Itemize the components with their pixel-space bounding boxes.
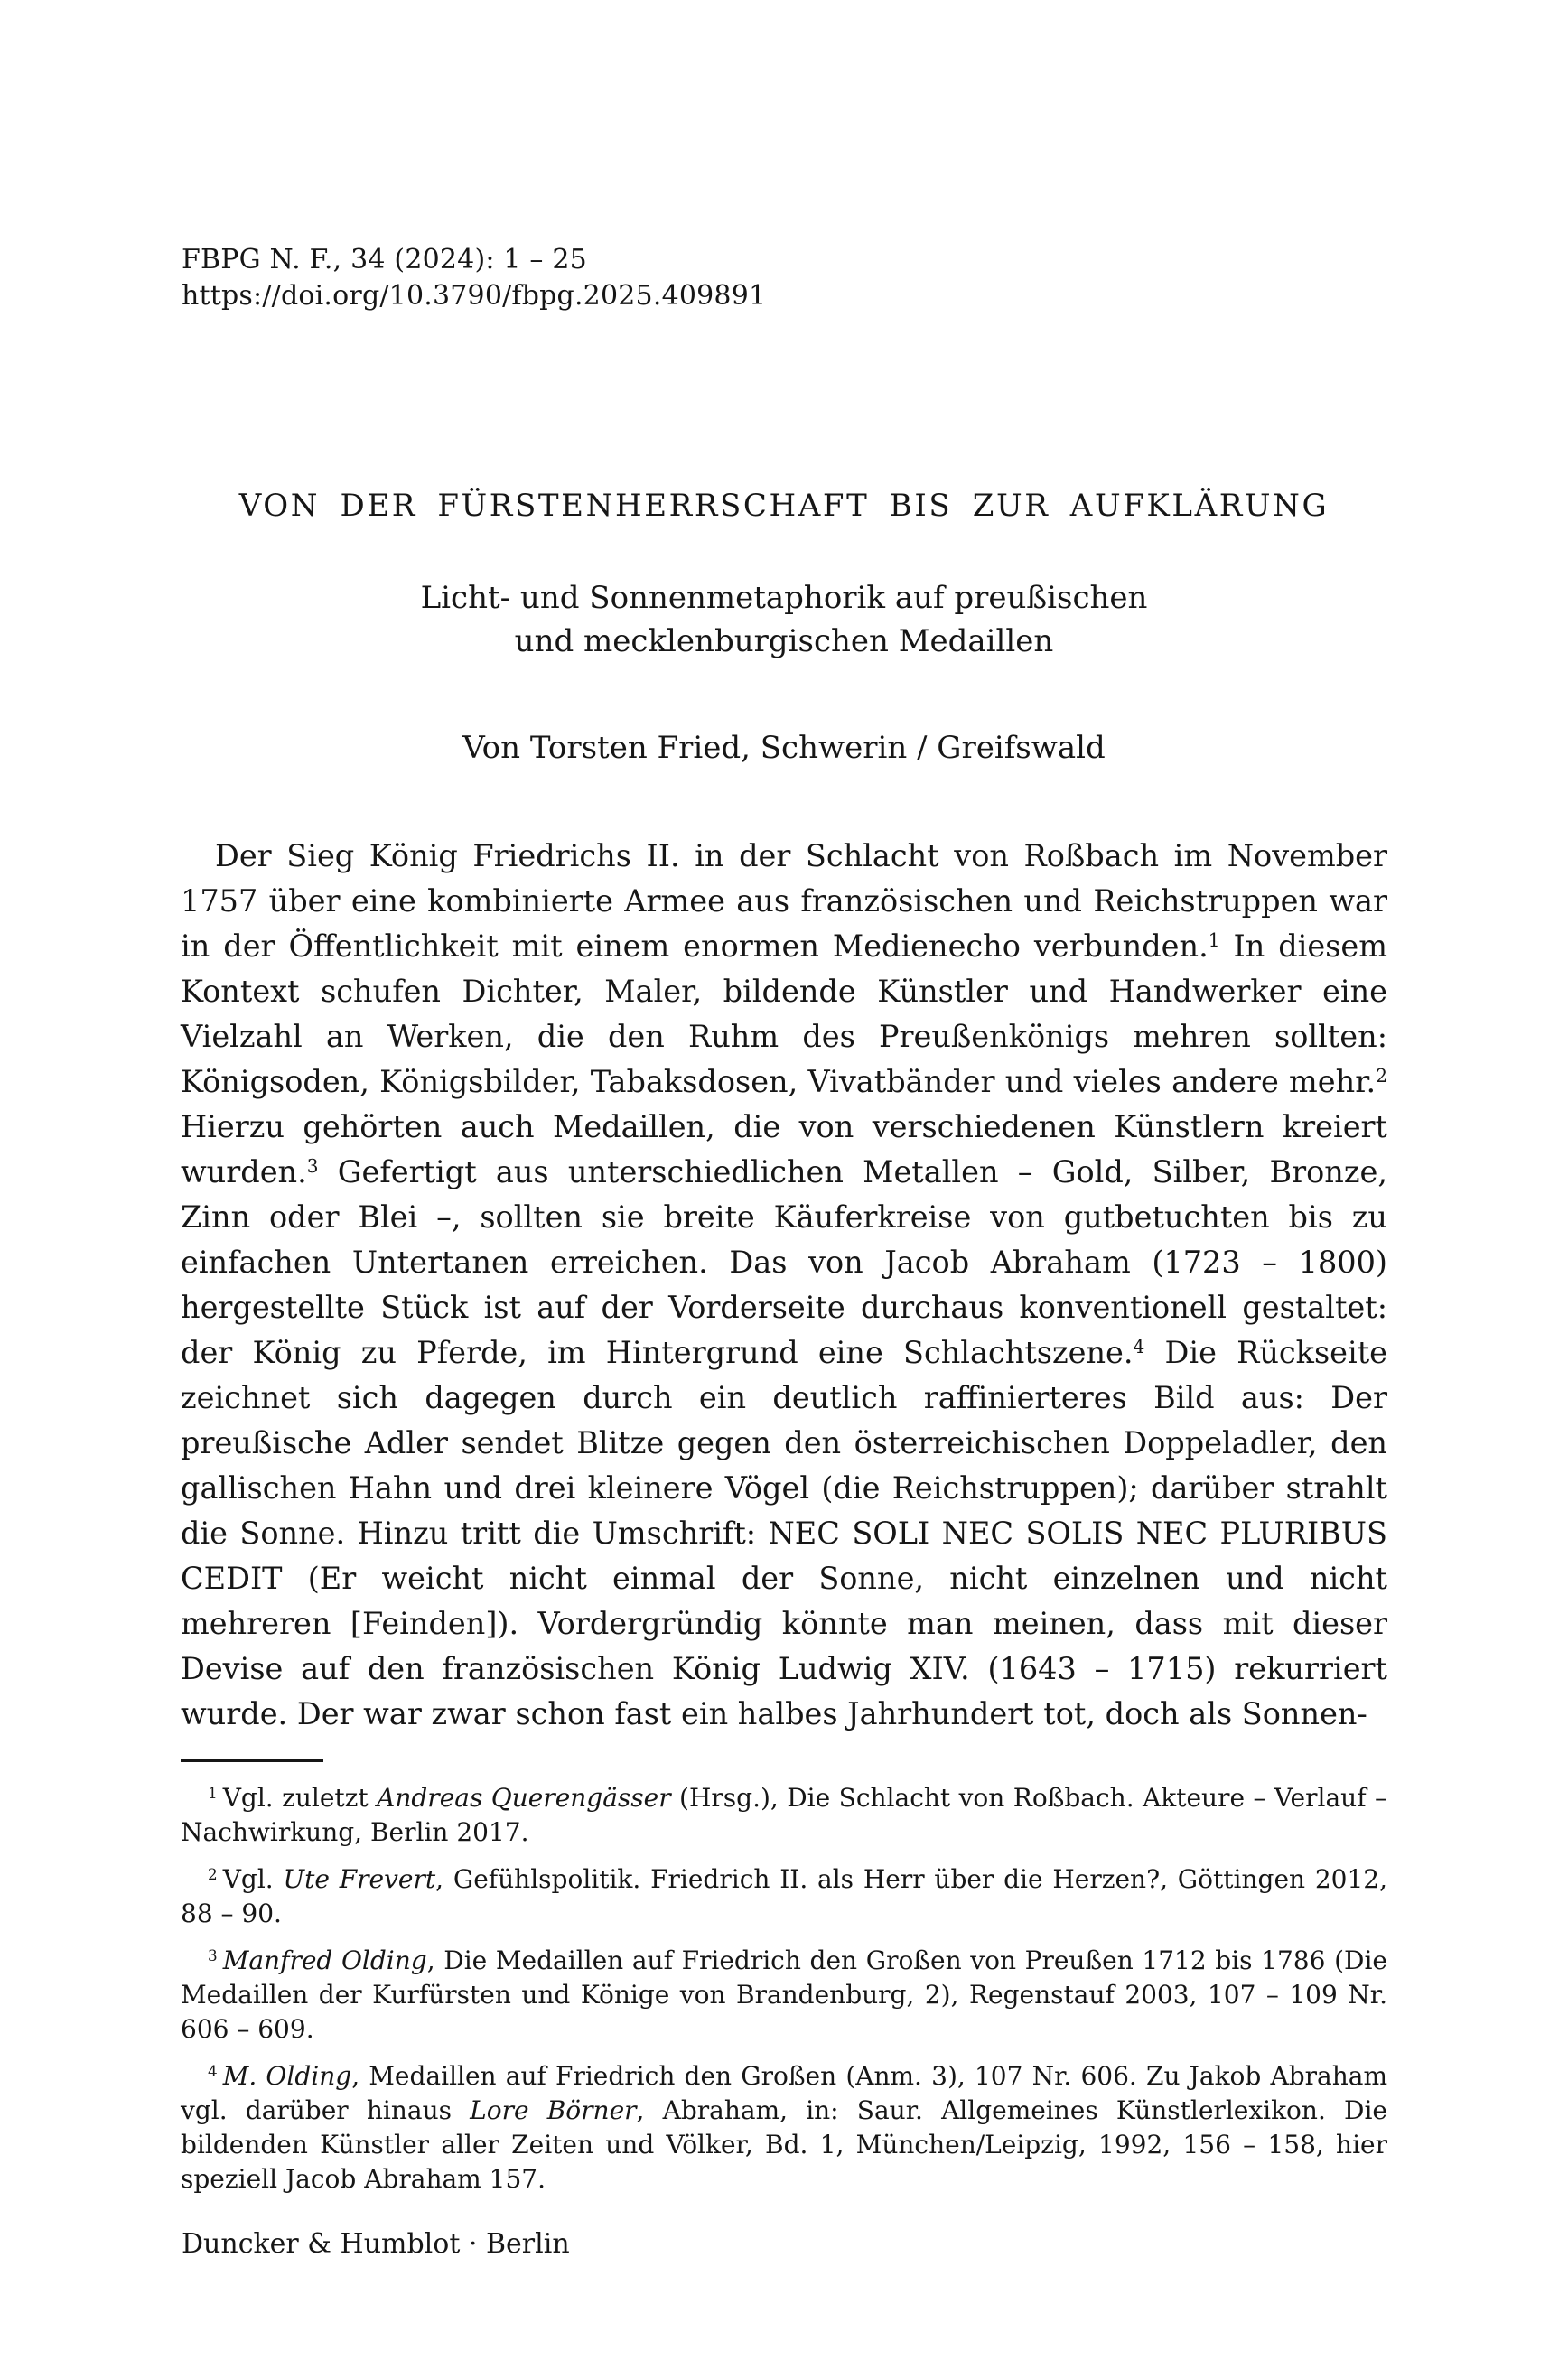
article-title: VON DER FÜRSTENHERRSCHAFT BIS ZUR AUFKLÄRUNG <box>238 488 1330 524</box>
body-paragraph: Der Sieg König Friedrichs II. in der Schlacht von Roßbach im November 1757 über eine kombinierte Armee aus französischen und Reichstruppen war in der Öffentlichkeit mit einem enormen Medienecho verbunden.$^1$ In diesem Kontext schufen Dichter, Maler, bildende Künstler und Handwerker eine Vielzahl an Werken, die den Ruhm des Preußenkönigs mehren sollten: Königsoden, Königsbilder, Tabaksdosen, Vivatbänder und vieles andere mehr.$^2$ Hierzu gehörten auch Medaillen, die von verschiedenen Künstlern kreiert wurden.$^3$ Gefertigt aus unterschiedlichen Metallen – Gold, Silber, Bronze, Zinn oder Blei –, sollten sie breite Käuferkreise von gutbetuchten bis zu einfachen Untertanen erreichen. Das von Jacob Abraham (1723 – 1800) hergestellte Stück ist auf der Vorderseite durchaus konventionell gestaltet: der König zu Pferde, im Hintergrund eine Schlachtszene.$^4$ Die Rückseite zeichnet sich dagegen durch ein deutlich raffinierteres Bild aus: Der preußische Adler sendet Blitze gegen den österreichischen Doppeladler, den gallischen Hahn und drei kleinere Vögel (die Reichstruppen); darüber strahlt die Sonne. Hinzu tritt die Umschrift: NEC SOLI NEC SOLIS NEC PLURIBUS CEDIT (Er weicht nicht einmal der Sonne, nicht einzelnen und nicht mehreren [Feinden]). Vordergründig könnte man meinen, dass mit dieser Devise auf den französischen König Ludwig XIV. (1643 – 1715) rekurriert wurde. Der war zwar schon fast ein halbes Jahrhundert tot, doch als Sonnen- <box>181 838 1387 1731</box>
subtitle-line-1: Licht- und Sonnenmetaphorik auf preußischen <box>420 580 1148 616</box>
footnote-4: $^4$ M. Olding, Medaillen auf Friedrich den Großen (Anm. 3), 107 Nr. 606. Zu Jakob Abraham vgl. darüber hinaus Lore Börner, Abraham, in: Saur. Allgemeines Künstlerlexikon. Die bildenden Künstler aller Zeiten und Völker, Bd. 1, München/Leipzig, 1992, 156 – 158, hier speziell Jacob Abraham 157. <box>181 2061 1387 2194</box>
footnotes-block <box>181 1781 1387 2209</box>
doi-line: https://doi.org/10.3790/fbpg.2025.409891 <box>182 280 767 312</box>
journal-citation: FBPG N. F., 34 (2024): 1 – 25 <box>182 244 587 275</box>
journal-header <box>182 242 766 314</box>
article-subtitle <box>181 576 1387 663</box>
author-line: Von Torsten Fried, Schwerin / Greifswald <box>462 730 1106 766</box>
subtitle-line-2: und mecklenburgischen Medaillen <box>514 623 1054 659</box>
footnote-separator-rule <box>181 1759 323 1762</box>
publisher-line: Duncker & Humblot · Berlin <box>182 2228 570 2260</box>
footnote-2: $^2$ Vgl. Ute Frevert, Gefühlspolitik. Friedrich II. als Herr über die Herzen?, Göttingen 2012, 88 – 90. <box>181 1864 1388 1928</box>
footnote-1: $^1$ Vgl. zuletzt Andreas Querengässer (Hrsg.), Die Schlacht von Roßbach. Akteure – Verlauf – Nachwirkung, Berlin 2017. <box>181 1783 1387 1847</box>
footnote-3: $^3$ Manfred Olding, Die Medaillen auf Friedrich den Großen von Preußen 1712 bis 1786 (Die Medaillen der Kurfürsten und Könige von Brandenburg, 2), Regenstauf 2003, 107 – 109 Nr. 606 – 609. <box>181 1945 1387 2044</box>
article-body <box>181 834 1387 1737</box>
